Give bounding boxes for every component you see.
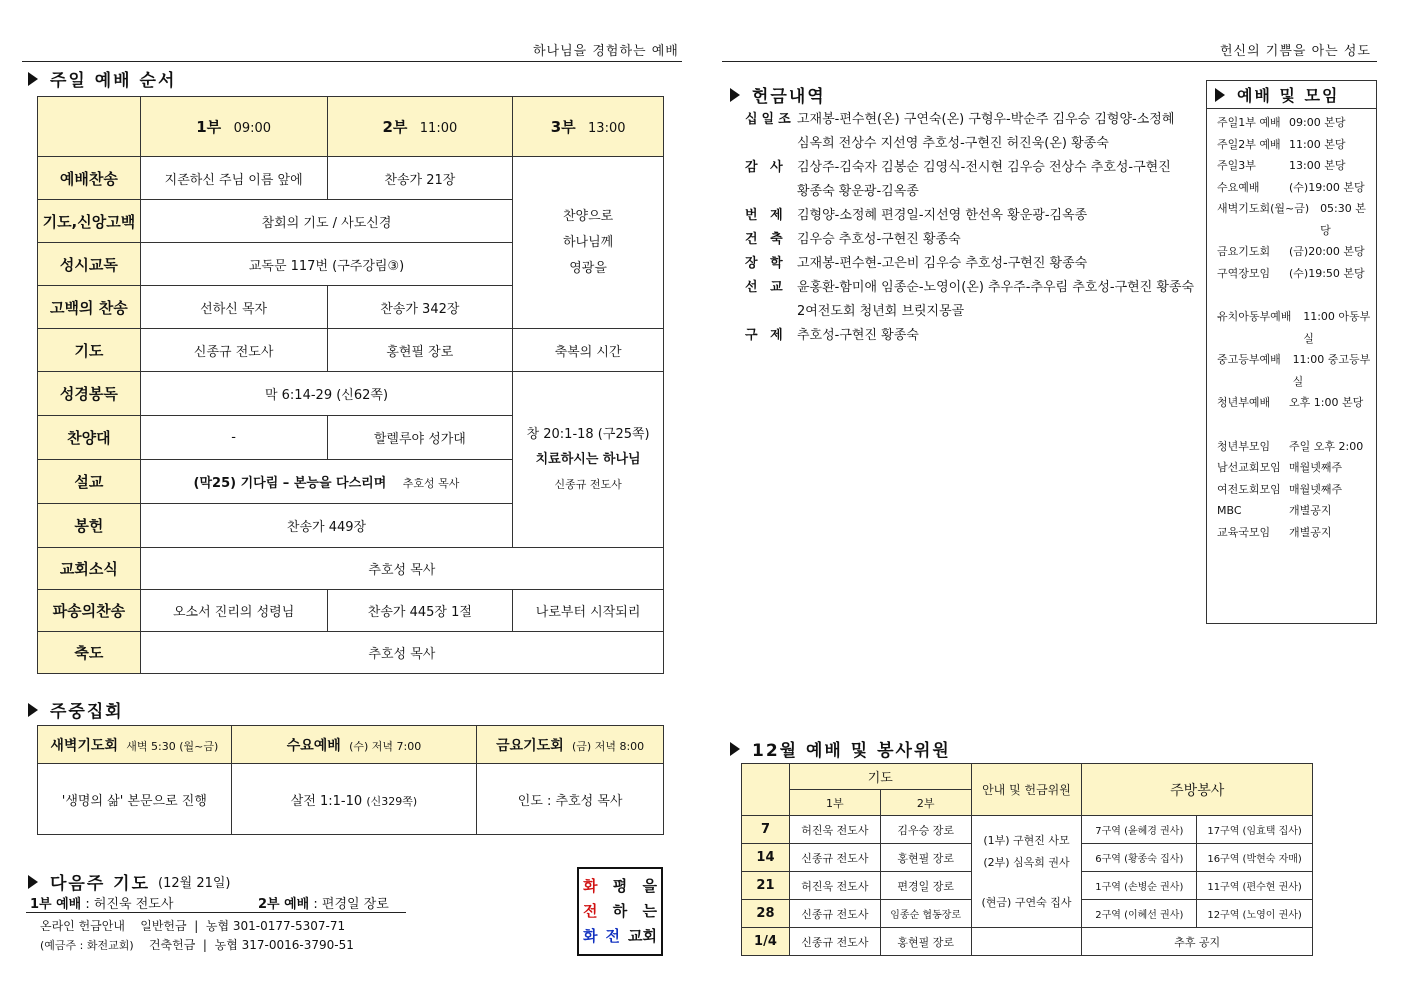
service-3-praise: [513, 157, 664, 329]
row-label: 교회소식: [38, 548, 141, 590]
row-label: 파송의찬송: [38, 590, 141, 632]
sermon-ref: 창 20:1-18 (구25쪽): [526, 427, 650, 442]
offering-row: 장 학 고재봉-편수현-고은비 김우승 추호성-구현진 황종숙: [745, 256, 1088, 271]
corner-cell: [38, 97, 141, 157]
left-header-rule: [22, 61, 682, 62]
row-label: 찬양대: [38, 416, 141, 460]
cell: 허진욱 전도사: [789, 816, 880, 844]
cell: 홍현필 장로: [880, 928, 971, 956]
cell: 편경일 장로: [880, 872, 971, 900]
schedule-item: 새벽기도회(월~금) 05:30 본당: [1217, 202, 1366, 237]
usher-line: (1부) 구현진 사모: [983, 833, 1070, 847]
schedule-title: [1207, 81, 1376, 109]
triangle-bullet-icon: [28, 703, 38, 717]
cell: [971, 928, 1082, 956]
service-3-sermon: [513, 372, 664, 548]
cell: 임종순 협동장로: [880, 900, 971, 928]
usher-cell: [971, 816, 1082, 928]
schedule-item: 청년부예배 오후 1:00 본당: [1217, 396, 1364, 409]
row-label: 기도: [38, 329, 141, 372]
cell: -: [140, 416, 327, 460]
schedule-item: 여전도회모임 매월넷째주: [1217, 482, 1343, 496]
cell: 김우승 장로: [880, 816, 971, 844]
date-cell: 28: [742, 900, 790, 928]
date-cell: 14: [742, 844, 790, 872]
usher-line: (현금) 구연숙 집사: [981, 895, 1072, 909]
date-cell: 1/4: [742, 928, 790, 956]
weekday-header: 새벽기도회 새벽 5:30 (월~금): [38, 726, 232, 764]
cell: 추후 공지: [1082, 928, 1313, 956]
schedule-item: 수요예배 (수)19:00 본당: [1217, 180, 1365, 194]
schedule-item: MBC 개별공지: [1217, 504, 1332, 517]
weekday-title: [28, 697, 124, 722]
sermon-title: (막25) 기다림 – 본능을 다스리며: [193, 476, 387, 491]
row-label: 고백의 찬송: [38, 286, 141, 329]
praise-line: 영광을: [569, 260, 607, 276]
row-label: 설교: [38, 460, 141, 504]
weekday-table: [37, 725, 664, 835]
cell: 지존하신 주님 이름 앞에: [140, 157, 327, 200]
online-offering-line2: (예금주 : 화전교회) 건축헌금 | 농협 317-0016-3790-51: [40, 938, 354, 952]
service-1-header: 1부 09:00: [140, 97, 327, 157]
schedule-item: 유치아동부예배 11:00 아동부실: [1217, 310, 1371, 345]
cell: 11구역 (편수현 권사): [1197, 872, 1313, 900]
section-title-text: 12월 예배 및 봉사위원: [752, 741, 951, 761]
corner-cell: [742, 764, 790, 816]
row-label: 성경봉독: [38, 372, 141, 416]
cell: 신종규 전도사: [789, 900, 880, 928]
cell: 찬송가 445장 1절: [327, 590, 513, 632]
sermon-cell: [140, 460, 512, 504]
row-label: 성시교독: [38, 243, 141, 286]
offering-row: 번 제 김형양-소정혜 편경일-지선영 한선옥 황운광-김옥종: [745, 208, 1088, 223]
cell: 6구역 (황종숙 집사): [1082, 844, 1197, 872]
schedule-group: [1217, 306, 1376, 414]
usher-line: (2부) 심옥희 권사: [983, 855, 1070, 869]
triangle-bullet-icon: [1215, 88, 1225, 102]
cell: 나로부터 시작되리: [513, 590, 664, 632]
schedule-item: 교육국모임 개별공지: [1217, 525, 1332, 539]
schedule-item: 남선교회모임 매월넷째주: [1217, 461, 1343, 474]
triangle-bullet-icon: [730, 88, 740, 102]
schedule-list: [1207, 109, 1376, 543]
cell: 신종규 전도사: [789, 928, 880, 956]
prayer-2-header: 2부: [880, 790, 971, 816]
online-offering-line1: 온라인 헌금안내 일반헌금 | 농협 301-0177-5307-71: [40, 919, 346, 933]
prayer-1-header: 1부: [789, 790, 880, 816]
cell: 찬송가 342장: [327, 286, 513, 329]
schedule-item: 구역장모임 (수)19:50 본당: [1217, 266, 1365, 280]
kitchen-header: 주방봉사: [1082, 764, 1313, 816]
next-prayer-s1: 1부 예배 : 허진욱 전도사: [30, 897, 174, 912]
section-title-text: 다음주 기도: [50, 874, 151, 894]
weekday-body: 살전 1:1-10 (신329쪽): [231, 764, 477, 835]
weekday-body: '생명의 삶' 본문으로 진행: [38, 764, 232, 835]
date-cell: 7: [742, 816, 790, 844]
section-title-text: 예배 및 모임: [1237, 86, 1340, 105]
worship-order-title: [28, 66, 176, 91]
offering-row: 건 축 김우승 추호성-구현진 황종숙: [745, 232, 961, 247]
triangle-bullet-icon: [28, 72, 38, 86]
offering-row: 십일조 고재봉-편수현(온) 구연숙(온) 구형우-박순주 김우승 김형양-소정혜 심옥희 전상수 지선영 추호성-구현진 허진욱(온) 황종숙: [745, 112, 1175, 151]
schedule-group: [1217, 436, 1376, 544]
triangle-bullet-icon: [730, 742, 740, 756]
section-title-text: 헌금내역: [752, 87, 826, 107]
cell: 7구역 (윤혜경 권사): [1082, 816, 1197, 844]
next-prayer-date: (12월 21일): [158, 876, 231, 891]
cell: 막 6:14-29 (신62쪽): [140, 372, 512, 416]
cell: 홍현필 장로: [880, 844, 971, 872]
cell: 1구역 (손병순 권사): [1082, 872, 1197, 900]
left-header: 하나님을 경험하는 예배: [533, 44, 679, 59]
schedule-item: 주일2부 예배 11:00 본당: [1217, 137, 1346, 151]
schedule-item: 금요기도회 (금)20:00 본당: [1217, 245, 1365, 258]
schedule-item: 청년부모임 주일 오후 2:00: [1217, 439, 1364, 453]
next-prayer-s2: 2부 예배 : 편경일 장로: [258, 897, 389, 912]
offerings-list: [745, 108, 1200, 348]
cell: 오소서 진리의 성령님: [140, 590, 327, 632]
usher-header: 안내 및 헌금위원: [971, 764, 1082, 816]
cell: 추호성 목사: [140, 548, 663, 590]
schedule-item: 주일3부 13:00 본당: [1217, 159, 1346, 172]
cell: 찬송가 21장: [327, 157, 513, 200]
next-prayer-title: [28, 869, 231, 894]
row-label: 봉헌: [38, 504, 141, 548]
row-label: 축도: [38, 632, 141, 674]
row-label: 예배찬송: [38, 157, 141, 200]
cell: 12구역 (노영이 권사): [1197, 900, 1313, 928]
schedule-group: [1217, 112, 1376, 284]
cell: 추호성 목사: [140, 632, 663, 674]
prayer-header: 기도: [789, 764, 971, 790]
weekday-header: 수요예배 (수) 저녁 7:00: [231, 726, 477, 764]
praise-line: 찬양으로: [562, 208, 614, 224]
cell: 홍현필 장로: [327, 329, 513, 372]
offering-row: 구 제 추호성-구현진 황종숙: [745, 328, 919, 343]
right-header: 헌신의 기쁨을 아는 성도: [1220, 44, 1371, 59]
church-logo: 화 평 을 전 하 는 화 전 교회: [577, 867, 663, 956]
cell: 신종규 전도사: [789, 844, 880, 872]
december-table: [741, 763, 1313, 956]
date-cell: 21: [742, 872, 790, 900]
right-header-rule: [722, 61, 1377, 62]
cell: 찬송가 449장: [140, 504, 512, 548]
worship-order-table: [37, 96, 664, 674]
service-2-header: 2부 11:00: [327, 97, 513, 157]
cell: 축복의 시간: [513, 329, 664, 372]
section-title-text: 주일 예배 순서: [50, 71, 177, 91]
december-title: [730, 736, 951, 761]
triangle-bullet-icon: [28, 875, 38, 889]
next-prayer-rule: [26, 912, 406, 913]
cell: 16구역 (박현숙 자매): [1197, 844, 1313, 872]
schedule-item: 주일1부 예배 09:00 본당: [1217, 116, 1346, 129]
offering-row: 감 사 김상주-김숙자 김봉순 김영식-전시현 김우승 전상수 추호성-구현진 황종숙 황운광-김옥종: [745, 160, 1171, 199]
cell: 17구역 (임효택 집사): [1197, 816, 1313, 844]
cell: 허진욱 전도사: [789, 872, 880, 900]
weekday-header: 금요기도회 (금) 저녁 8:00: [477, 726, 664, 764]
cell: 신종규 전도사: [140, 329, 327, 372]
schedule-item: 중고등부예배 11:00 중고등부실: [1217, 353, 1371, 388]
cell: 2구역 (이혜선 권사): [1082, 900, 1197, 928]
service-3-header: 3부 13:00: [513, 97, 664, 157]
sermon-preacher: 신종규 전도사: [554, 478, 622, 491]
offerings-title: [730, 82, 826, 107]
cell: 참회의 기도 / 사도신경: [140, 200, 512, 243]
offering-row: 선 교 윤홍환-함미애 임종순-노영이(온) 추우주-추우림 추호성-구현진 황종숙 2여전도회 청년회 브릿지몽골: [745, 280, 1195, 319]
cell: 교독문 117번 (구주강림③): [140, 243, 512, 286]
section-title-text: 주중집회: [50, 702, 124, 722]
weekday-body: 인도 : 추호성 목사: [477, 764, 664, 835]
cell: 선하신 목자: [140, 286, 327, 329]
praise-line: 하나님께: [562, 234, 614, 250]
row-label: 기도,신앙고백: [38, 200, 141, 243]
sermon-title: 치료하시는 하나님: [535, 452, 641, 467]
cell: 할렐루야 성가대: [327, 416, 513, 460]
sermon-preacher: 추호성 목사: [402, 477, 460, 490]
schedule-box: [1206, 80, 1377, 624]
